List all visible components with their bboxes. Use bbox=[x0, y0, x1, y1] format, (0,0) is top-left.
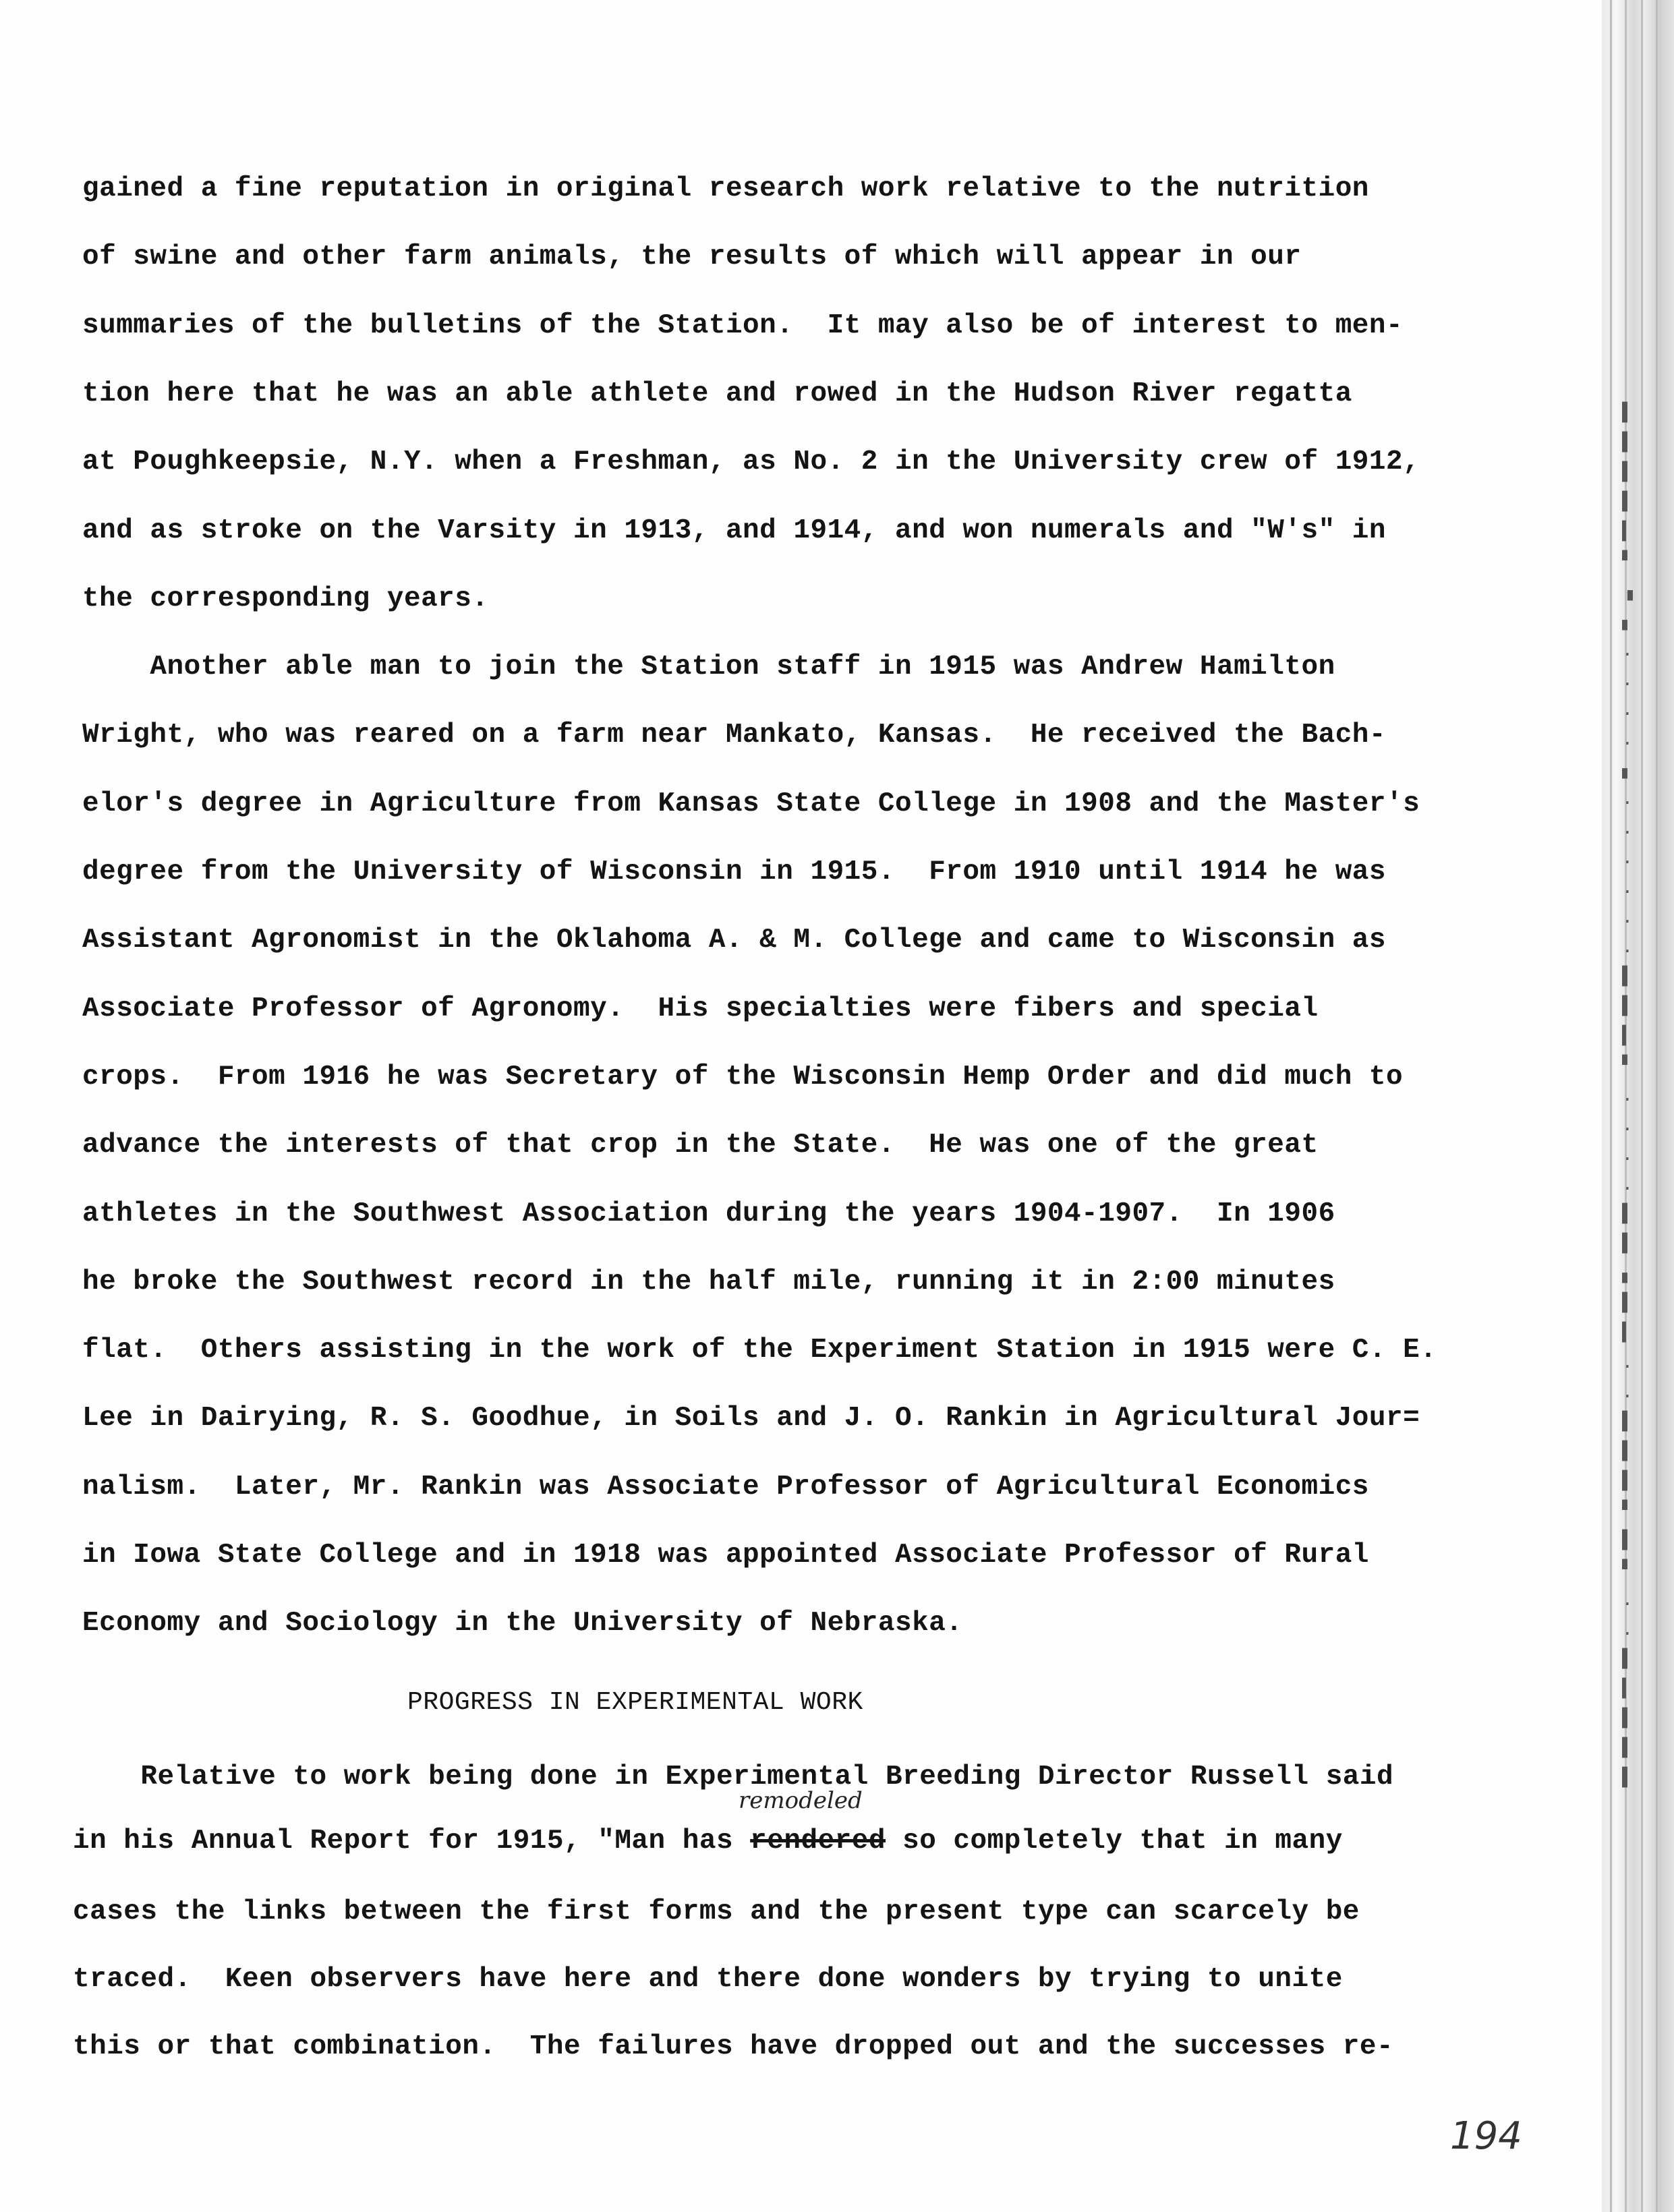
handwritten-page-number: 194 bbox=[1450, 2114, 1522, 2158]
struck-word: rendered bbox=[750, 1826, 886, 1857]
edited-line-after: so completely that in many bbox=[886, 1826, 1343, 1857]
edited-line-before: in his Annual Report for 1915, "Man has bbox=[73, 1826, 751, 1857]
text-line: gained a fine reputation in original research work relative to the nutrition bbox=[82, 173, 1369, 204]
text-line: traced. Keen observers have here and there done wonders by trying to unite bbox=[73, 1964, 1343, 1995]
text-line: the corresponding years. bbox=[82, 583, 489, 614]
text-line: he broke the Southwest record in the half mile, running it in 2:00 minutes bbox=[82, 1266, 1335, 1298]
text-line: crops. From 1916 he was Secretary of the Wisconsin Hemp Order and did much to bbox=[82, 1061, 1404, 1093]
text-line: nalism. Later, Mr. Rankin was Associate Professor of Agricultural Economics bbox=[82, 1471, 1369, 1503]
text-line: cases the links between the first forms and the present type can scarcely be bbox=[73, 1896, 1360, 1927]
book-page-edge bbox=[1602, 0, 1674, 2212]
text-line: degree from the University of Wisconsin in 1915. From 1910 until 1914 he was bbox=[82, 856, 1387, 887]
text-line: and as stroke on the Varsity in 1913, and 1914, and won numerals and "W's" in bbox=[82, 515, 1387, 546]
edited-line bbox=[73, 1824, 1343, 1858]
text-line: flat. Others assisting in the work of the Experiment Station in 1915 were C. E. bbox=[82, 1335, 1437, 1366]
text-line: Lee in Dairying, R. S. Goodhue, in Soils and J. O. Rankin in Agricultural Jour= bbox=[82, 1403, 1420, 1434]
text-line: tion here that he was an able athlete and rowed in the Hudson River regatta bbox=[82, 378, 1352, 409]
page-edge-marks: ▌ ▌ ▌ ▌ ▍ ▘ ▗ ▖ . . . . ▖ . . . . . . ▌ ▌ ▍ ▘ . . . . ▌ ▌ ▖ ▌ ▍ . . ▌ ▌ ▌ ▘ ▌ ▘ . . ▌ ▍ ▌ ▌ ▌ bbox=[1622, 403, 1633, 1788]
text-line: summaries of the bulletins of the Station. It may also be of interest to men- bbox=[82, 310, 1404, 341]
text-line: Economy and Sociology in the University of Nebraska. bbox=[82, 1608, 963, 1639]
text-line: Relative to work being done in Experimental Breeding Director Russell said bbox=[73, 1762, 1394, 1793]
text-line: at Poughkeepsie, N.Y. when a Freshman, as No. 2 in the University crew of 1912, bbox=[82, 446, 1420, 478]
text-line: advance the interests of that crop in the State. He was one of the great bbox=[82, 1130, 1319, 1161]
text-line: this or that combination. The failures have dropped out and the successes re- bbox=[73, 2031, 1394, 2062]
text-line: Another able man to join the Station staff in 1915 was Andrew Hamilton bbox=[82, 651, 1335, 683]
section-heading: PROGRESS IN EXPERIMENTAL WORK bbox=[407, 1688, 863, 1717]
text-line: in Iowa State College and in 1918 was appointed Associate Professor of Rural bbox=[82, 1540, 1369, 1571]
handwritten-insertion: remodeled bbox=[739, 1787, 863, 1814]
text-line: elor's degree in Agriculture from Kansas State College in 1908 and the Master's bbox=[82, 788, 1420, 819]
text-line: Assistant Agronomist in the Oklahoma A. & M. College and came to Wisconsin as bbox=[82, 925, 1387, 956]
text-line: Associate Professor of Agronomy. His specialties were fibers and special bbox=[82, 993, 1319, 1024]
text-line: of swine and other farm animals, the results of which will appear in our bbox=[82, 241, 1302, 273]
text-line: athletes in the Southwest Association during the years 1904-1907. In 1906 bbox=[82, 1198, 1335, 1229]
text-line: Wright, who was reared on a farm near Mankato, Kansas. He received the Bach- bbox=[82, 720, 1387, 751]
